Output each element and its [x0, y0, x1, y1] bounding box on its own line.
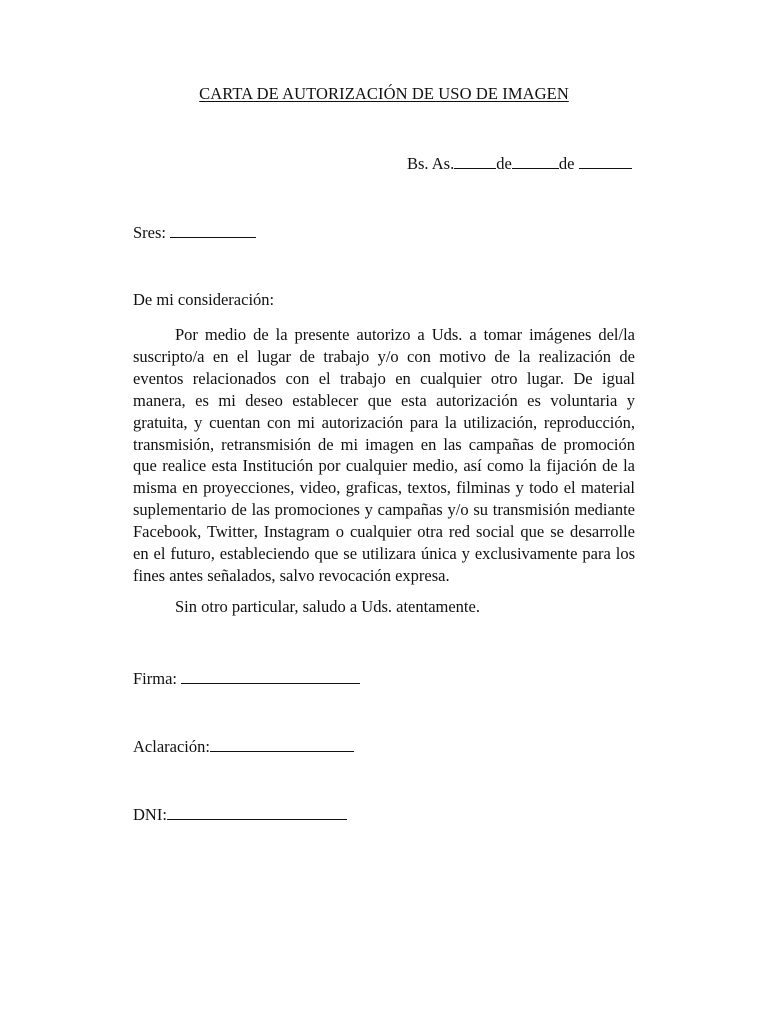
date-sep-1: de	[496, 154, 512, 173]
addressee-blank	[170, 222, 256, 238]
date-sep-2: de	[558, 154, 575, 173]
clarification-label: Aclaración:	[133, 737, 210, 756]
id-line	[133, 804, 347, 825]
year-blank	[579, 153, 632, 169]
date-prefix: Bs. As.	[407, 154, 455, 173]
closing-line: Sin otro particular, saludo a Uds. atentamente.	[175, 597, 480, 616]
signature-label: Firma:	[133, 669, 177, 688]
greeting: De mi consideración:	[133, 290, 275, 309]
addressee-line	[133, 222, 256, 243]
addressee-label: Sres:	[133, 223, 166, 242]
clarification-line	[133, 736, 354, 757]
signature-blank	[181, 668, 360, 684]
document-title: CARTA DE AUTORIZACIÓN DE USO DE IMAGEN	[199, 84, 569, 103]
signature-line	[133, 668, 360, 689]
clarification-blank	[210, 736, 354, 752]
day-blank	[454, 153, 496, 169]
id-label: DNI:	[133, 805, 167, 824]
id-blank	[167, 804, 347, 820]
body-paragraph: Por medio de la presente autorizo a Uds. a tomar imágenes del/la suscripto/a en el lugar de trabajo y/o con motivo de la realización de eventos relacionados con el trabajo en cualquier otro lugar. De igual manera, es mi deseo establecer que esta autorización es voluntaria y gratuita, y cuentan con mi autorización para la utilización, reproducción, transmisión, retransmisión de mi imagen en las campañas de promoción que realice esta Institución por cualquier medio, así como la fijación de la misma en proyecciones, video, graficas, textos, filminas y todo el material suplementario de las promociones y campañas y/o su transmisión mediante Facebook, Twitter, Instagram o cualquier otra red social que se desarrolle en el futuro, estableciendo que se utilizara única y exclusivamente para los fines antes señalados, salvo revocación expresa.	[133, 325, 635, 585]
date-line	[407, 153, 632, 174]
month-blank	[512, 153, 559, 169]
